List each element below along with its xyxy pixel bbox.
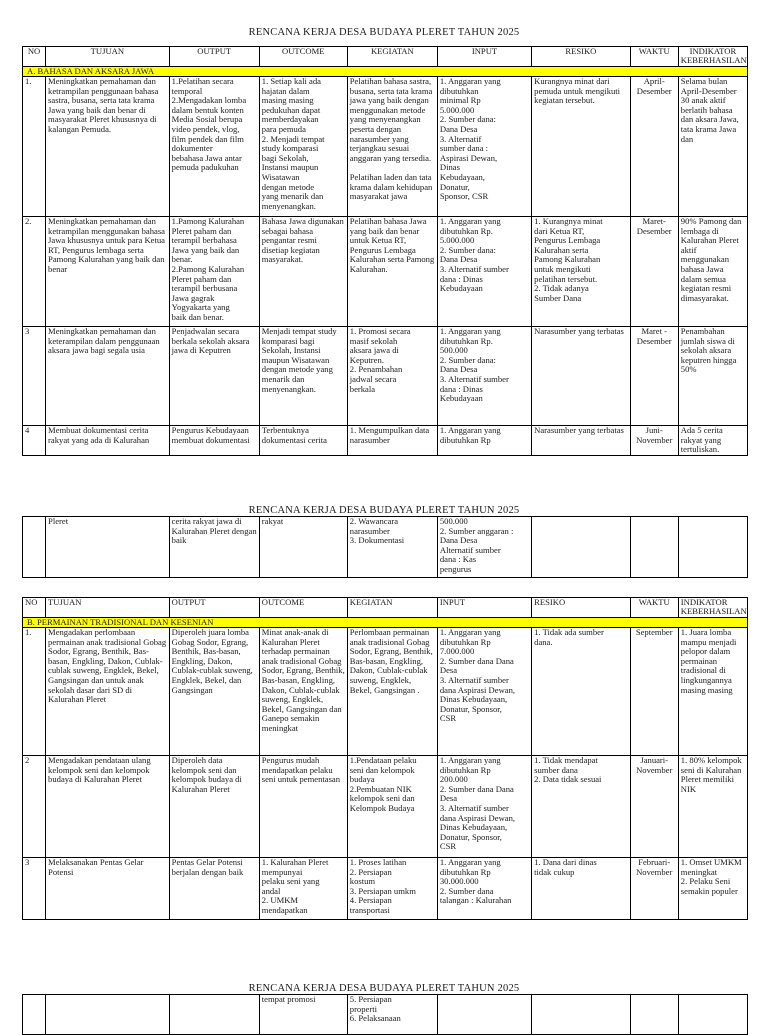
cell-tujuan: Meningkatkan pemahaman dan keterampilan dalam penggunaan aksara jawa bagi segala usia: [46, 327, 170, 426]
cell-outcome: Pengurus mudah mendapatkan pelaku seni untuk pementasan: [259, 756, 347, 858]
header-output: OUTPUT: [169, 598, 259, 618]
table-header-row: [23, 47, 748, 67]
cell-outcome: rakyat: [259, 517, 347, 578]
cell-output: 1.Pamong Kalurahan Pleret paham dan terampil berbahasa Jawa yang baik dan benar. 2.Pamong Kalurahan Pleret paham dan terampil berbusana Jawa gagrak Yogyakarta yang baik dan benar.: [169, 217, 259, 327]
cell-tujuan: Mengadakan perlombaan permainan anak tradisional Gobag Sodor, Egrang, Benthik, Bas-basan, Engkling, Dakon, Cublak-cublak suweng, Engklek, Bekel, Gangsingan dan untuk anak sekolah dasar dari SD di Kalurahan Pleret: [46, 628, 170, 756]
table-header-row: [23, 598, 748, 618]
header-waktu: WAKTU: [630, 47, 678, 67]
cell-outcome: Bahasa Jawa digunakan sebagai bahasa pengantar resmi disetiap kegiatan masyarakat.: [259, 217, 347, 327]
header-resiko: RESIKO: [532, 598, 630, 618]
table-row: [23, 756, 748, 858]
cell-input: [437, 995, 531, 1035]
cell-input: 1. Anggaran yang dibutuhkan Rp. 5.000.000 2. Sumber dana: Dana Desa 3. Alternatif sumber dana : Dinas Kebudayaan: [437, 217, 531, 327]
cell-no: 4: [23, 426, 46, 456]
cell-outcome: 1. Kalurahan Pleret mempunyai pelaku seni yang andal 2. UMKM mendapatkan: [259, 858, 347, 920]
header-no: NO: [23, 47, 46, 67]
cell-input: 1. Anggaran yang dibutuhkan minimal Rp 5.000.000 2. Sumber dana: Dana Desa 3. Alternatif sumber dana : Aspirasi Dewan, Dinas Kebudayaan, Donatur, Sponsor, CSR: [437, 77, 531, 217]
work-plan-table-continued: [22, 516, 748, 578]
section-row-b: [23, 618, 748, 628]
cell-indikator: 1. 80% kelompok seni di Kalurahan Pleret memiliki NIK: [678, 756, 747, 858]
cell-waktu: Maret- Desember: [630, 217, 678, 327]
cell-indikator: Ada 5 cerita rakyat yang tertuliskan.: [678, 426, 747, 456]
cell-indikator: Selama bulan April-Desember 30 anak aktif berlatih bahasa dan aksara Jawa, tata krama Jawa dan: [678, 77, 747, 217]
cell-kegiatan: 2. Wawancara narasumber 3. Dokumentasi: [347, 517, 437, 578]
cell-indikator: Penambahan jumlah siswa di sekolah aksara keputren hingga 50%: [678, 327, 747, 426]
cell-no: 2: [23, 756, 46, 858]
cell-resiko: 1. Dana dari dinas tidak cukup: [532, 858, 630, 920]
cell-tujuan: [46, 995, 170, 1035]
cell-waktu: Februari- November: [630, 858, 678, 920]
header-output: OUTPUT: [169, 47, 259, 67]
cell-waktu: September: [630, 628, 678, 756]
table-row: [23, 995, 748, 1035]
header-indikator: INDIKATOR KEBERHASILAN: [678, 598, 747, 618]
cell-resiko: 1. Kurangnya minat dari Ketua RT, Pengurus Lembaga Kalurahan serta Pamong Kalurahan untuk mengikuti pelatihan tersebut. 2. Tidak adanya Sumber Dana: [532, 217, 630, 327]
header-input: INPUT: [437, 598, 531, 618]
cell-kegiatan: 1. Promosi secara masif sekolah aksara jawa di Keputren. 2. Penambahan jadwal secara berkala: [347, 327, 437, 426]
cell-resiko: Narasumber yang terbatas: [532, 426, 630, 456]
cell-resiko: [532, 517, 630, 578]
cell-indikator: 90% Pamong dan lembaga di Kalurahan Pleret aktif menggunakan bahasa Jawa dalam semua kegiatan resmi dimasyarakat.: [678, 217, 747, 327]
header-kegiatan: KEGIATAN: [347, 47, 437, 67]
cell-input: 1. Anggaran yang dibutuhkan Rp: [437, 426, 531, 456]
cell-output: [169, 995, 259, 1035]
header-outcome: OUTCOME: [259, 598, 347, 618]
cell-tujuan: Membuat dokumentasi cerita rakyat yang ada di Kalurahan: [46, 426, 170, 456]
work-plan-table-a: [22, 46, 748, 456]
cell-output: Pengurus Kebudayaan membuat dokumentasi: [169, 426, 259, 456]
work-plan-table-fragment: [22, 994, 748, 1035]
cell-tujuan: Meningkatkan pemahaman dan ketrampilan menggunakan bahasa Jawa khususnya untuk para Ketua RT, Pengurus lembaga serta Pamong Kalurahan yang baik dan benar: [46, 217, 170, 327]
cell-waktu: Maret - Desember: [630, 327, 678, 426]
cell-waktu: [630, 517, 678, 578]
cell-outcome: Menjadi tempat study komparasi bagi Sekolah, Instansi maupun Wisatawan dengan metode yang menarik dan menyenangkan.: [259, 327, 347, 426]
cell-waktu: Juni- November: [630, 426, 678, 456]
header-outcome: OUTCOME: [259, 47, 347, 67]
cell-outcome: Terbentuknya dokumentasi cerita: [259, 426, 347, 456]
cell-input: 1. Anggaran yang dibutuhkan Rp 200.000 2. Sumber dana Dana Desa 3. Alternatif sumber dana Aspirasi Dewan, Dinas Kebudayaan, Donatur, Sponsor, CSR: [437, 756, 531, 858]
cell-output: 1.Pelatihan secara temporal 2.Mengadakan lomba dalam bentuk konten Media Sosial berupa video pendek, vlog, film pendek dan film dokumenter bebahasa Jawa antar pemuda padukuhan: [169, 77, 259, 217]
cell-input: 1. Anggaran yang dibutuhkan Rp 7.000.000 2. Sumber dana Dana Desa 3. Alternatif sumber dana Aspirasi Dewan, Dinas Kebudayaan, Donatur, Sponsor, CSR: [437, 628, 531, 756]
section-label-b: B. PERMAINAN TRADISIONAL DAN KESENIAN: [23, 618, 748, 628]
cell-kegiatan: 1. Mengumpulkan data narasumber: [347, 426, 437, 456]
cell-no: [23, 995, 46, 1035]
cell-waktu: April- Desember: [630, 77, 678, 217]
cell-tujuan: Mengadakan pendataan ulang kelompok seni dan kelompok budaya di Kalurahan Pleret: [46, 756, 170, 858]
cell-outcome: tempat promosi: [259, 995, 347, 1035]
cell-outcome: 1. Setiap kali ada hajatan dalam masing masing pedukuhan dapat memberdayakan para pemuda 2. Menjadi tempat study komparasi bagi Sekolah, Instansi maupun Wisatawan dengan metode yang menarik dan menyenangkan.: [259, 77, 347, 217]
cell-output: Pentas Gelar Potensi berjalan dengan baik: [169, 858, 259, 920]
cell-output: Diperoleh juara lomba Gobag Sodor, Egrang, Benthik, Bas-basan, Engkling, Dakon, Cublak-cublak suweng, Engklek, Bekel, dan Gangsingan: [169, 628, 259, 756]
cell-no: [23, 517, 46, 578]
table-row: [23, 858, 748, 920]
table-row: [23, 628, 748, 756]
doc-title-3: RENCANA KERJA DESA BUDAYA PLERET TAHUN 2025: [248, 983, 520, 994]
header-input: INPUT: [437, 47, 531, 67]
cell-output: cerita rakyat jawa di Kalurahan Pleret dengan baik: [169, 517, 259, 578]
cell-kegiatan: Pelatihan bahasa Jawa yang baik dan benar untuk Ketua RT, Pengurus Lembaga Kalurahan serta Pamong Kalurahan.: [347, 217, 437, 327]
cell-tujuan: Meningkatkan pemahaman dan ketrampilan penggunaan bahasa sastra, busana, serta tata krama Jawa yang baik dan benar di masyarakat Pleret khususnya di kalangan Pemuda.: [46, 77, 170, 217]
cell-resiko: 1. Tidak ada sumber dana.: [532, 628, 630, 756]
work-plan-table-b: [22, 597, 748, 920]
header-indikator: INDIKATOR KEBERHASILAN: [678, 47, 747, 67]
cell-input: 500.000 2. Sumber anggaran : Dana Desa Alternatif sumber dana : Kas pengurus: [437, 517, 531, 578]
cell-kegiatan: Perlombaan permainan anak tradisional Gobag Sodor, Egrang, Benthik, Bas-basan, Engkling, Dakon, Cublak-cublak suweng, Engklek, Bekel, Gangsingan .: [347, 628, 437, 756]
doc-title-2: RENCANA KERJA DESA BUDAYA PLERET TAHUN 2025: [248, 505, 520, 516]
header-no: NO: [23, 598, 46, 618]
cell-no: 2.: [23, 217, 46, 327]
section-label-a: A. BAHASA DAN AKSARA JAWA: [23, 67, 748, 77]
table-row: [23, 217, 748, 327]
cell-no: 3: [23, 858, 46, 920]
cell-kegiatan: Pelatihan bahasa sastra, busana, serta tata krama jawa yang baik dengan menggunakan metode yang menyenangkan peserta dengan narasumber yang terjangkau sesuai anggaran yang tersedia. Pelatihan laden dan tata krama dalam kehidupan masyarakat jawa: [347, 77, 437, 217]
cell-resiko: Narasumber yang terbatas: [532, 327, 630, 426]
cell-outcome: Minat anak-anak di Kalurahan Pleret terhadap permainan anak tradisional Gobag Sodor, Egrang, Benthik, Bas-basan, Engkling, Dakon, Cublak-cublak suweng, Engklek, Bekel, Gangsingan dan Ganepo semakin meningkat: [259, 628, 347, 756]
cell-indikator: [678, 517, 747, 578]
header-kegiatan: KEGIATAN: [347, 598, 437, 618]
cell-waktu: Januari- November: [630, 756, 678, 858]
cell-output: Diperoleh data kelompok seni dan kelompok budaya di Kalurahan Pleret: [169, 756, 259, 858]
doc-title-1: RENCANA KERJA DESA BUDAYA PLERET TAHUN 2025: [248, 27, 520, 38]
cell-no: 3: [23, 327, 46, 426]
table-row: [23, 426, 748, 456]
table-row: [23, 77, 748, 217]
cell-tujuan: Pleret: [46, 517, 170, 578]
cell-kegiatan: 5. Persiapan properti 6. Pelaksanaan: [347, 995, 437, 1035]
cell-kegiatan: 1.Pendataan pelaku seni dan kelompok budaya 2.Pembuatan NIK kelompok seni dan Kelompok Budaya: [347, 756, 437, 858]
cell-waktu: [630, 995, 678, 1035]
cell-indikator: 1. Omset UMKM meningkat 2. Pelaku Seni semakin populer: [678, 858, 747, 920]
cell-tujuan: Melaksanakan Pentas Gelar Potensi: [46, 858, 170, 920]
cell-resiko: [532, 995, 630, 1035]
cell-resiko: Kurangnya minat dari pemuda untuk mengikuti kegiatan tersebut.: [532, 77, 630, 217]
cell-indikator: 1. Juara lomba mampu menjadi pelopor dalam permainan tradisional di lingkungannya masing masing: [678, 628, 747, 756]
header-waktu: WAKTU: [630, 598, 678, 618]
header-tujuan: TUJUAN: [46, 47, 170, 67]
header-tujuan: TUJUAN: [46, 598, 170, 618]
cell-input: 1. Anggaran yang dibutuhkan Rp. 500.000 2. Sumber dana: Dana Desa 3. Alternatif sumber dana : Dinas Kebudayaan: [437, 327, 531, 426]
cell-kegiatan: 1. Proses latihan 2. Persiapan kostum 3. Persiapan umkm 4. Persiapan transportasi: [347, 858, 437, 920]
cell-input: 1. Anggaran yang dibutuhkan Rp 30.000.000 2. Sumber dana talangan : Kalurahan: [437, 858, 531, 920]
table-row: [23, 517, 748, 578]
section-row-a: [23, 67, 748, 77]
table-row: [23, 327, 748, 426]
cell-resiko: 1. Tidak mendapat sumber dana 2. Data tidak sesuai: [532, 756, 630, 858]
header-resiko: RESIKO: [532, 47, 630, 67]
cell-no: 1.: [23, 628, 46, 756]
cell-output: Penjadwalan secara berkala sekolah aksara jawa di Keputren: [169, 327, 259, 426]
cell-indikator: [678, 995, 747, 1035]
cell-no: 1.: [23, 77, 46, 217]
